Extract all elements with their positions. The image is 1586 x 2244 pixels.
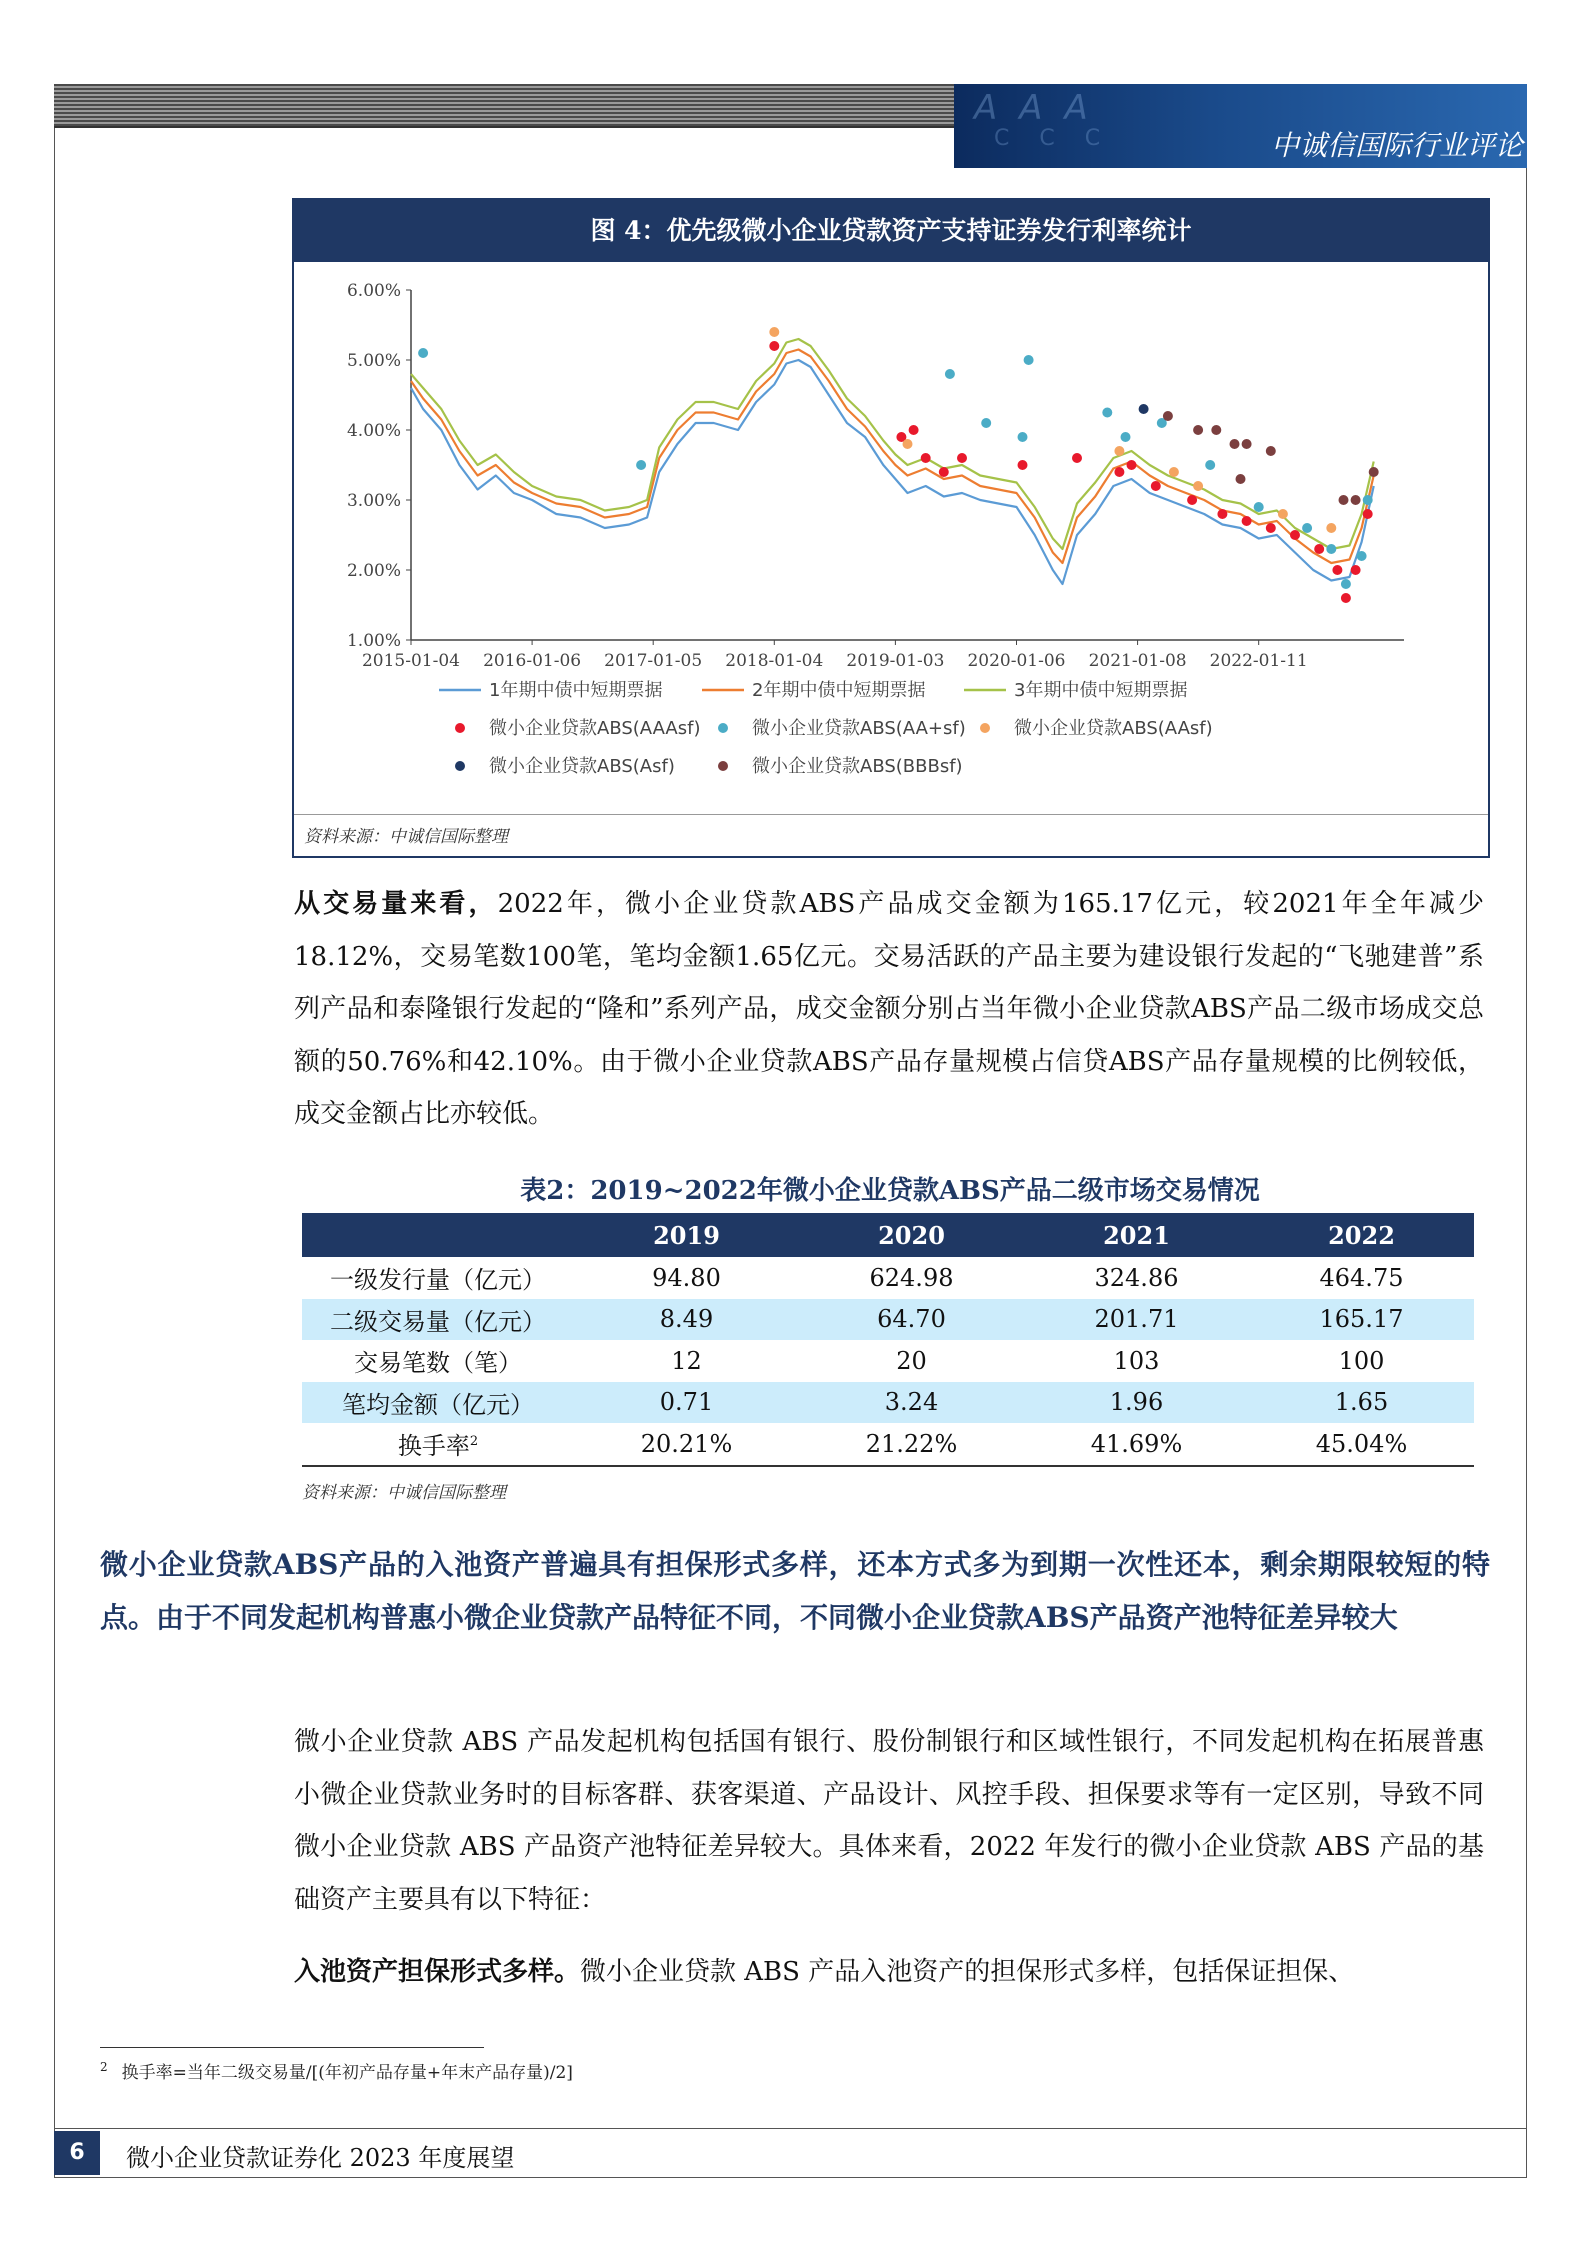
- y-tick-label: 6.00%: [346, 281, 401, 301]
- secondary-market-table: [302, 1213, 1474, 1467]
- legend-swatch: [455, 761, 465, 771]
- data-point: [1242, 439, 1252, 449]
- legend-label: 1年期中债中短期票据: [489, 680, 663, 701]
- y-tick-label: 1.00%: [346, 631, 401, 651]
- figure-title: 图 4：优先级微小企业贷款资产支持证券发行利率统计: [294, 200, 1488, 262]
- data-point: [903, 439, 913, 449]
- page-number: 6: [54, 2131, 100, 2175]
- data-point: [1314, 544, 1324, 554]
- data-point: [1121, 432, 1131, 442]
- cell: 1.96: [1024, 1382, 1249, 1424]
- chart-series: [411, 327, 1379, 603]
- cell: 21.22%: [799, 1423, 1024, 1466]
- data-point: [636, 460, 646, 470]
- legend-label: 微小企业贷款ABS(AA+sf): [752, 718, 966, 739]
- header-rule: [54, 126, 954, 128]
- paragraph-originators: 微小企业贷款 ABS 产品发起机构包括国有银行、股份制银行和区域性银行，不同发起机构在拓展普惠小微企业贷款业务时的目标客群、获客渠道、产品设计、风控手段、担保要求等有一定区别，导致不同微小企业贷款 ABS 产品资产池特征差异较大。具体来看，2022 年发行的微小企业贷款 ABS 产品的基础资产主要具有以下特征：: [294, 1727, 1484, 1915]
- x-tick-label: 2020-01-06: [967, 651, 1066, 671]
- table-row: [302, 1382, 1474, 1424]
- footer-title: 微小企业贷款证券化 2023 年度展望: [126, 2144, 515, 2172]
- x-tick-label: 2019-01-03: [846, 651, 945, 671]
- legend-label: 3年期中债中短期票据: [1014, 680, 1188, 701]
- data-point: [1205, 460, 1215, 470]
- data-point: [1290, 530, 1300, 540]
- row-label-text: 换手率: [397, 1432, 470, 1461]
- row-label: 交易笔数（笔）: [354, 1349, 522, 1378]
- figure-source: 资料来源：中诚信国际整理: [304, 827, 508, 847]
- row-label: 笔均金额（亿元）: [302, 1382, 574, 1424]
- data-point: [1341, 579, 1351, 589]
- data-point: [909, 425, 919, 435]
- data-point: [1127, 460, 1137, 470]
- section-heading: 微小企业贷款ABS产品的入池资产普遍具有担保形式多样，还本方式多为到期一次性还本，剩余期限较短的特点。由于不同发起机构普惠小微企业贷款产品特征不同，不同微小企业贷款ABS产品资产池特征差异较大: [100, 1548, 1490, 1634]
- table-header-row: [302, 1213, 1474, 1257]
- brand-title: 中诚信国际行业评论: [1270, 129, 1523, 162]
- data-point: [1242, 516, 1252, 526]
- data-point: [957, 453, 967, 463]
- x-tick-label: 2022-01-11: [1209, 651, 1308, 671]
- data-point: [1363, 495, 1373, 505]
- data-point: [1326, 544, 1336, 554]
- table-row: [302, 1340, 1474, 1382]
- y-tick-label: 4.00%: [346, 421, 401, 441]
- chart-legend: [439, 679, 1213, 777]
- series-line: [411, 339, 1374, 549]
- data-point: [1332, 565, 1342, 575]
- paragraph-trading-volume: [294, 878, 1484, 1141]
- data-point: [1211, 425, 1221, 435]
- brand-deco: AAA: [974, 88, 1110, 128]
- footnote-text: 换手率=当年二级交易量/[(年初产品存量+年末产品存量)/2]: [121, 2063, 573, 2083]
- data-point: [769, 327, 779, 337]
- x-tick-label: 2016-01-06: [483, 651, 582, 671]
- data-point: [1236, 474, 1246, 484]
- paragraph-collateral: [294, 1946, 1484, 1999]
- header-brand-banner: [954, 84, 1527, 168]
- data-point: [418, 348, 428, 358]
- data-point: [981, 418, 991, 428]
- data-point: [1266, 446, 1276, 456]
- data-point: [1193, 425, 1203, 435]
- data-point: [1339, 495, 1349, 505]
- x-tick-label: 2018-01-04: [725, 651, 824, 671]
- data-point: [1351, 565, 1361, 575]
- data-point: [939, 467, 949, 477]
- figure-separator: [294, 814, 1488, 815]
- data-point: [1139, 404, 1149, 414]
- data-point: [921, 453, 931, 463]
- data-point: [1187, 495, 1197, 505]
- cell: 64.70: [799, 1299, 1024, 1341]
- cell: 0.71: [574, 1382, 799, 1424]
- cell: 624.98: [869, 1263, 954, 1292]
- paragraph-lead: 入池资产担保形式多样。: [294, 1957, 581, 1987]
- cell: 3.24: [799, 1382, 1024, 1424]
- table-row: [302, 1299, 1474, 1341]
- data-point: [1254, 502, 1264, 512]
- paragraph-lead: 从交易量来看，: [294, 889, 498, 919]
- data-point: [769, 341, 779, 351]
- data-point: [1024, 355, 1034, 365]
- figure-4: [292, 198, 1490, 858]
- table-header-2020: 2020: [799, 1213, 1024, 1257]
- cell: 165.17: [1249, 1299, 1474, 1341]
- table-row: [302, 1423, 1474, 1466]
- cell: 45.04%: [1249, 1423, 1474, 1466]
- legend-swatch: [718, 761, 728, 771]
- footnote-number: 2: [100, 2060, 108, 2075]
- legend-swatch: [455, 723, 465, 733]
- data-point: [1114, 446, 1124, 456]
- data-point: [1102, 408, 1112, 418]
- data-point: [945, 369, 955, 379]
- legend-label: 微小企业贷款ABS(BBBsf): [752, 756, 963, 777]
- table-header-2022: 2022: [1249, 1213, 1474, 1257]
- paragraph-body: 微小企业贷款 ABS 产品入池资产的担保形式多样，包括保证担保、: [580, 1957, 1355, 1987]
- row-label: 二级交易量（亿元）: [302, 1299, 574, 1341]
- chart-axes: [347, 281, 1404, 671]
- table-header-blank: [302, 1213, 574, 1257]
- data-point: [1369, 467, 1379, 477]
- cell: 8.49: [574, 1299, 799, 1341]
- cell: 100: [1338, 1346, 1385, 1375]
- x-tick-label: 2021-01-08: [1088, 651, 1187, 671]
- series-line: [411, 350, 1374, 564]
- table-header-2021: 2021: [1024, 1213, 1249, 1257]
- row-label: 一级发行量（亿元）: [330, 1266, 546, 1295]
- cell: 12: [671, 1346, 702, 1375]
- footer-rule: [54, 2128, 1527, 2129]
- x-tick-label: 2015-01-04: [361, 651, 461, 671]
- legend-swatch: [980, 723, 990, 733]
- data-point: [1278, 509, 1288, 519]
- data-point: [1363, 509, 1373, 519]
- table-title: 表2：2019~2022年微小企业贷款ABS产品二级市场交易情况: [520, 1176, 1260, 1206]
- data-point: [1114, 467, 1124, 477]
- table-header-2019: 2019: [574, 1213, 799, 1257]
- data-point: [1326, 523, 1336, 533]
- cell: 1.65: [1249, 1382, 1474, 1424]
- cell: 20.21%: [574, 1423, 799, 1466]
- legend-label: 微小企业贷款ABS(AAsf): [1014, 718, 1213, 739]
- series-line: [411, 360, 1374, 584]
- footnote-ref: 2: [469, 1434, 479, 1450]
- data-point: [1341, 593, 1351, 603]
- data-point: [1302, 523, 1312, 533]
- cell: 94.80: [652, 1263, 721, 1292]
- data-point: [1357, 551, 1367, 561]
- y-tick-label: 3.00%: [346, 491, 401, 511]
- legend-label: 微小企业贷款ABS(Asf): [489, 756, 675, 777]
- legend-swatch: [718, 723, 728, 733]
- footnote: [100, 2058, 573, 2083]
- legend-label: 微小企业贷款ABS(AAAsf): [489, 718, 701, 739]
- data-point: [1072, 453, 1082, 463]
- table-row: [302, 1257, 1474, 1299]
- header-stripe: [54, 84, 954, 126]
- y-tick-label: 2.00%: [346, 561, 401, 581]
- data-point: [1018, 432, 1028, 442]
- data-point: [1018, 460, 1028, 470]
- data-point: [1193, 481, 1203, 491]
- rate-chart: [294, 262, 1488, 812]
- cell: 41.69%: [1024, 1423, 1249, 1466]
- data-point: [1351, 495, 1361, 505]
- footnote-rule: [100, 2047, 484, 2048]
- cell: 201.71: [1024, 1299, 1249, 1341]
- cell: 20: [896, 1346, 927, 1375]
- table-source: 资料来源：中诚信国际整理: [302, 1483, 506, 1503]
- data-point: [1151, 481, 1161, 491]
- cell: 324.86: [1094, 1263, 1179, 1292]
- brand-deco-2: CCC: [994, 126, 1131, 151]
- cell: 464.75: [1319, 1263, 1404, 1292]
- row-label: [302, 1423, 574, 1466]
- x-tick-label: 2017-01-05: [604, 651, 703, 671]
- data-point: [1217, 509, 1227, 519]
- data-point: [1169, 467, 1179, 477]
- paragraph-body: 2022年，微小企业贷款ABS产品成交金额为165.17亿元，较2021年全年减少18.12%，交易笔数100笔，笔均金额1.65亿元。交易活跃的产品主要为建设银行发起的“飞驰建普”系列产品和泰隆银行发起的“隆和”系列产品，成交金额分别占当年微小企业贷款ABS产品二级市场成交总额的50.76%和42.10%。由于微小企业贷款ABS产品存量规模占信贷ABS产品存量规模的比例较低，成交金额占比亦较低。: [294, 889, 1484, 1129]
- legend-label: 2年期中债中短期票据: [752, 680, 926, 701]
- data-point: [1266, 523, 1276, 533]
- cell: 103: [1113, 1346, 1160, 1375]
- data-point: [1230, 439, 1240, 449]
- data-point: [1163, 411, 1173, 421]
- y-tick-label: 5.00%: [346, 351, 401, 371]
